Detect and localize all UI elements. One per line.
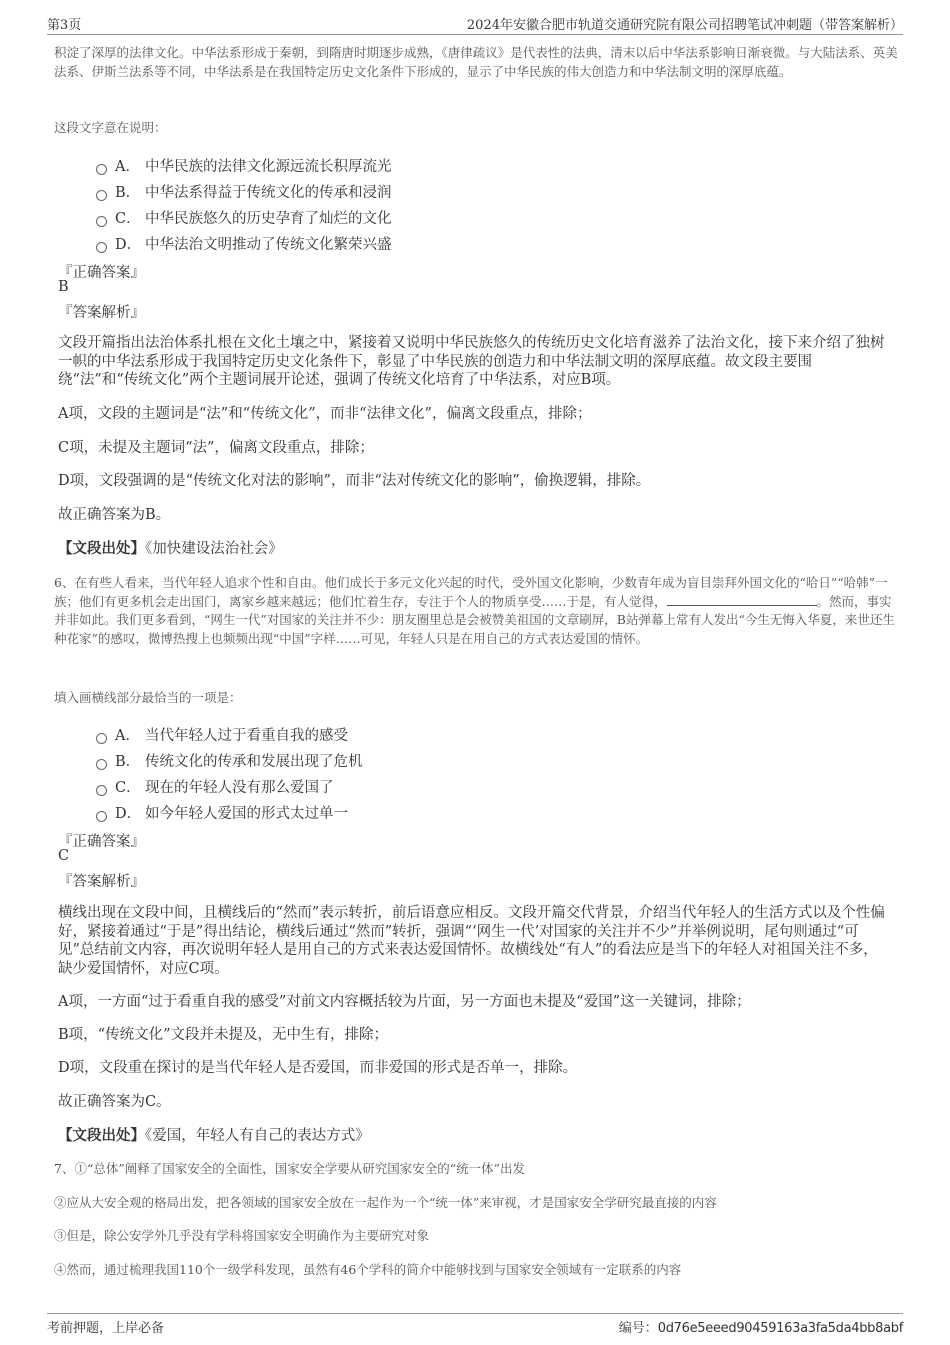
q5-note-c: C项，未提及主题词“法”，偏离文段重点，排除； (58, 440, 374, 456)
q6-analysis: 横线出现在文段中间，且横线后的“然而”表示转折，前后语意应相反。文段开篇交代背景，介绍当代年轻人的生活方式以及个性偏好，紧接着通过“于是”得出结论，横线后通过“然而”转折，强调“‘网生一代’对国家的关注并不少”并举例说明，尾句则通过“可见”总结前文内容，再次说明年轻人是用自己的方式来表达爱国情怀。故横线处“有人”的看法应是当下的年轻人对祖国关注不多，缺少爱国情怀，对应C项。 (58, 905, 885, 977)
radio-icon[interactable] (96, 190, 107, 201)
option-text: 现在的年轻人没有那么爱国了 (145, 780, 334, 796)
option-text: 如今年轻人爱国的形式太过单一 (145, 806, 348, 822)
q6-answer: C (58, 848, 70, 864)
radio-icon[interactable] (96, 759, 107, 770)
q6-option-d[interactable] (96, 802, 348, 823)
q5-answer: B (58, 279, 69, 295)
source-title: 《加快建设法治社会》 (145, 541, 283, 557)
radio-icon[interactable] (96, 733, 107, 744)
page-footer (47, 1313, 903, 1336)
code-value: 0d76e5eeed90459163a3fa5da4bb8abf (657, 1321, 903, 1336)
q6-note-a: A项，一方面“过于看重自我的感受”对前文内容概括较为片面，另一方面也未提及“爱国”这一关键词，排除； (58, 994, 751, 1010)
option-text: 中华民族的法律文化源远流长积厚流光 (145, 159, 392, 175)
q5-source (58, 540, 888, 559)
q7-sentence-3: ③但是，除公安学外几乎没有学科将国家安全明确作为主要研究对象 (54, 1228, 430, 1243)
q6-option-a[interactable] (96, 724, 348, 745)
q7-sentence-4: ④然而，通过梳理我国110个一级学科发现，虽然有46个学科的简介中能够找到与国家安全领域有一定联系的内容 (54, 1262, 682, 1277)
q6-analysis-label: 『答案解析』 (58, 874, 145, 890)
option-text: 中华民族悠久的历史孕育了灿烂的文化 (145, 211, 392, 227)
radio-icon[interactable] (96, 811, 107, 822)
option-text: 中华法治文明推动了传统文化繁荣兴盛 (145, 237, 392, 253)
q5-option-b[interactable] (96, 181, 392, 202)
code-label: 编号： (618, 1321, 658, 1336)
option-letter: D． (115, 237, 142, 253)
option-letter: B． (115, 754, 141, 770)
footer-slogan: 考前押题，上岸必备 (47, 1321, 165, 1336)
document-title: 2024年安徽合肥市轨道交通研究院有限公司招聘笔试冲刺题（带答案解析） (466, 18, 903, 33)
radio-icon[interactable] (96, 164, 107, 175)
q5-note-d: D项，文段强调的是“传统文化对法的影响”，而非“法对传统文化的影响”，偷换逻辑，排除。 (58, 473, 651, 489)
q7-sentence-1: 7、①“总体”阐释了国家安全的全面性，国家安全学要从研究国家安全的“统一体”出发 (54, 1161, 526, 1176)
radio-icon[interactable] (96, 216, 107, 227)
source-label: 【文段出处】 (58, 540, 145, 557)
source-label: 【文段出处】 (58, 1127, 145, 1144)
page-number: 第3页 (47, 18, 82, 33)
option-letter: C． (115, 211, 141, 227)
option-letter: D． (115, 806, 142, 822)
q6-answer-label: 『正确答案』 (58, 834, 145, 850)
q6-option-b[interactable] (96, 750, 363, 771)
option-letter: C． (115, 780, 141, 796)
q6-option-c[interactable] (96, 776, 334, 797)
q6-passage (54, 574, 899, 648)
source-title: 《爱国，年轻人有自己的表达方式》 (145, 1128, 370, 1144)
q5-option-d[interactable] (96, 233, 392, 254)
option-text: 当代年轻人过于看重自我的感受 (145, 728, 348, 744)
option-letter: B． (115, 185, 141, 201)
q7-sentence-2: ②应从大安全观的格局出发，把各领域的国家安全放在一起作为一个“统一体”来审视，才是国家安全学研究最直接的内容 (54, 1195, 717, 1210)
q6-prompt: 填入画横线部分最恰当的一项是： (54, 690, 242, 705)
option-text: 传统文化的传承和发展出现了危机 (145, 754, 363, 770)
q6-note-b: B项，“传统文化”文段并未提及，无中生有，排除； (58, 1027, 388, 1043)
q6-source (58, 1127, 888, 1146)
radio-icon[interactable] (96, 785, 107, 796)
option-letter: A． (115, 159, 140, 175)
q5-option-c[interactable] (96, 207, 392, 228)
q5-analysis: 文段开篇指出法治体系扎根在文化土壤之中，紧接着又说明中华民族悠久的传统历史文化培育滋养了法治文化，接下来介绍了独树一帜的中华法系形成于我国特定历史文化条件下，彰显了中华民族的创造力和中华法制文明的深厚底蕴。故文段主要围绕“法”和“传统文化”两个主题词展开论述，强调了传统文化培育了中华法系，对应B项。 (58, 335, 885, 388)
q6-conclusion: 故正确答案为C。 (58, 1094, 171, 1110)
q5-option-a[interactable] (96, 155, 392, 176)
fill-blank (667, 593, 817, 606)
q5-passage: 积淀了深厚的法律文化。中华法系形成于秦朝，到隋唐时期逐步成熟，《唐律疏议》是代表性的法典，清末以后中华法系影响日渐衰微。与大陆法系、英美法系、伊斯兰法系等不同，中华法系是在我国特定历史文化条件下形成的，显示了中华民族的伟大创造力和中华法制文明的深厚底蕴。 (54, 45, 898, 79)
q6-passage-part1: 6、在有些人看来，当代年轻人追求个性和自由。他们成长于多元文化兴起的时代，受外国文化影响，少数青年成为盲目崇拜外国文化的“哈日”“哈韩”一族；他们有更多机会走出国门，离家乡越来越远；他们忙着生存，专注于个人的物质享受……于是，有人觉得， (54, 575, 888, 609)
q6-note-d: D项，文段重在探讨的是当代年轻人是否爱国，而非爱国的形式是否单一，排除。 (58, 1060, 578, 1076)
radio-icon[interactable] (96, 242, 107, 253)
q5-answer-label: 『正确答案』 (58, 265, 145, 281)
option-text: 中华法系得益于传统文化的传承和浸润 (145, 185, 392, 201)
option-letter: A． (115, 728, 140, 744)
q5-prompt: 这段文字意在说明： (54, 120, 167, 135)
q5-note-a: A项，文段的主题词是“法”和“传统文化”，而非“法律文化”，偏离文段重点，排除； (58, 406, 592, 422)
document-code (619, 1317, 903, 1336)
q5-analysis-label: 『答案解析』 (58, 305, 145, 321)
page-header (47, 12, 903, 35)
q6-passage-part2: 。然而，事实并非如此。我们更多看到，“网生一代”对国家的关注并不少：朋友圈里总是会被赞美祖国的文章刷屏，B站弹幕上常有人发出“今生无悔入华夏，来世还生种花家”的感叹，微博热搜上也频频出现“中国”字样……可见，年轻人只是在用自己的方式表达爱国的情怀。 (54, 593, 895, 646)
q5-conclusion: 故正确答案为B。 (58, 507, 171, 523)
